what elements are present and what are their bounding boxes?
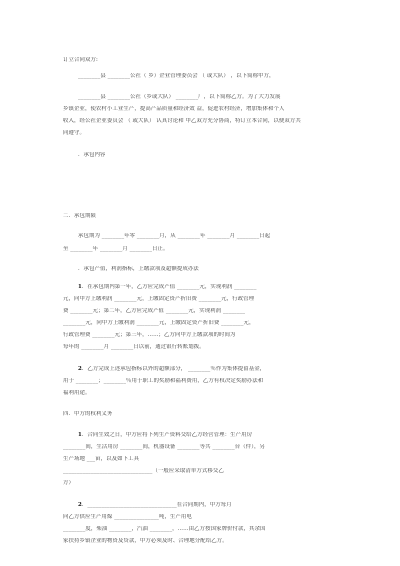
clause-4-1 xyxy=(78,432,252,439)
party-a-line: ________县 ________公社（ 乡）企业管理委员会 （ 或大队） ，以下简称甲方， xyxy=(78,73,275,79)
clause-text: ．在承包期内第一年，乙方应完成产值 ________元，实现利润 ________ xyxy=(81,284,257,290)
clause-4-1-line-4: ________________________________（一般应采取清单方式移交乙 xyxy=(63,468,224,474)
clause-3-2-line-2: 用于 ________；________％用于职工的奖励和福利费用，乙方有权决定奖励办法和 xyxy=(63,378,264,384)
clause-3-1-line-4: ________元，向甲方上缴利润 ________元，上缴固定资产折旧费 ________元， xyxy=(63,320,255,326)
clause-3-1-line-3: 费 ________元；第二年，乙方应完成产值 ________元，实现利润 ________ xyxy=(63,308,246,314)
clause-text: ．________________________________在合同期内，甲方每月 xyxy=(81,502,232,508)
clause-number: 2 xyxy=(78,366,82,372)
period-line-1: 承包期为 ________年零 ________月，从 ________年 ________月 ________日起 xyxy=(78,233,271,239)
clause-4-1-line-3: 生产场地 ___亩，以及如下工具 xyxy=(63,456,140,462)
clause-number: 2 xyxy=(78,502,82,508)
clause-text: ．乙方完成上述承包指标以外的超额部分， ________％作为集体提留基金， xyxy=(81,366,266,372)
clause-3-1-line-6: 每年的 ________月 ________日以前，通过银行转账划拨。 xyxy=(63,344,205,350)
clause-4-1-line-2: ________间，生活用房 ________间，机器设备 ________等共 ________台（件），另 xyxy=(63,444,266,450)
intro-text-2: 收入，经公社企业委员会 （ 或大队） 认真讨论和 甲乙双方充分协商，特订立本合同，以便双方共 xyxy=(63,118,301,124)
clause-4-2 xyxy=(78,502,232,509)
period-line-2: 至 ________年 ________月 ________日止。 xyxy=(63,246,169,252)
intro-text-1: 乡镇企业，使农村小工业生产，提高产品质量和经济效 益，促进农村经济，增加集体和个人 xyxy=(63,106,285,112)
parties-heading: 订立合同双方: xyxy=(63,57,98,63)
section-contract-period: 二．承包期限 xyxy=(63,213,96,219)
party-b-line: ________县 ________公社（乡或大队） ________厂，以下简称乙方。为了大力发展 xyxy=(78,94,281,100)
clause-text: ．合同生效之日，甲方应将下列生产资料交给乙方经营管理：生产用房 xyxy=(81,432,253,438)
clause-number: 1 xyxy=(78,432,82,438)
section-party-a-rights: 四．甲方的权利义务 xyxy=(63,411,113,417)
clause-3-2-line-3: 福利用途。 xyxy=(63,390,91,396)
section-output-targets: ．承包产值，利润指标，上缴款项及超额提成办法 xyxy=(78,266,199,272)
clause-4-1-line-5: 方） xyxy=(63,480,74,486)
clause-4-2-line-3: ________度，柴油 ________，汽油 ________，……由乙方按国家牌价付款，其余国 xyxy=(63,526,266,532)
clause-4-2-line-2: 向乙方供应生产用煤 ________________吨，生产用电 xyxy=(63,514,192,520)
clause-4-2-line-4: 家扶持乡镇企业的物资及贷款，甲方必须及时、合理地分配给乙方。 xyxy=(63,538,228,544)
clause-number: 1 xyxy=(78,284,82,290)
clause-3-1-line-5: 行政管理费 ________元；第三年，……；乙方向甲方上缴款项的时间为 xyxy=(63,332,236,338)
section-contract-content: ．承包内容 xyxy=(78,152,106,158)
clause-3-2 xyxy=(78,366,265,373)
clause-3-1 xyxy=(78,284,257,291)
intro-text-3: 同遵守。 xyxy=(63,130,85,136)
clause-3-1-line-2: 元，向甲方上缴利润 ________元，上缴固定资产折旧费 ________元，行政管理 xyxy=(63,296,255,302)
